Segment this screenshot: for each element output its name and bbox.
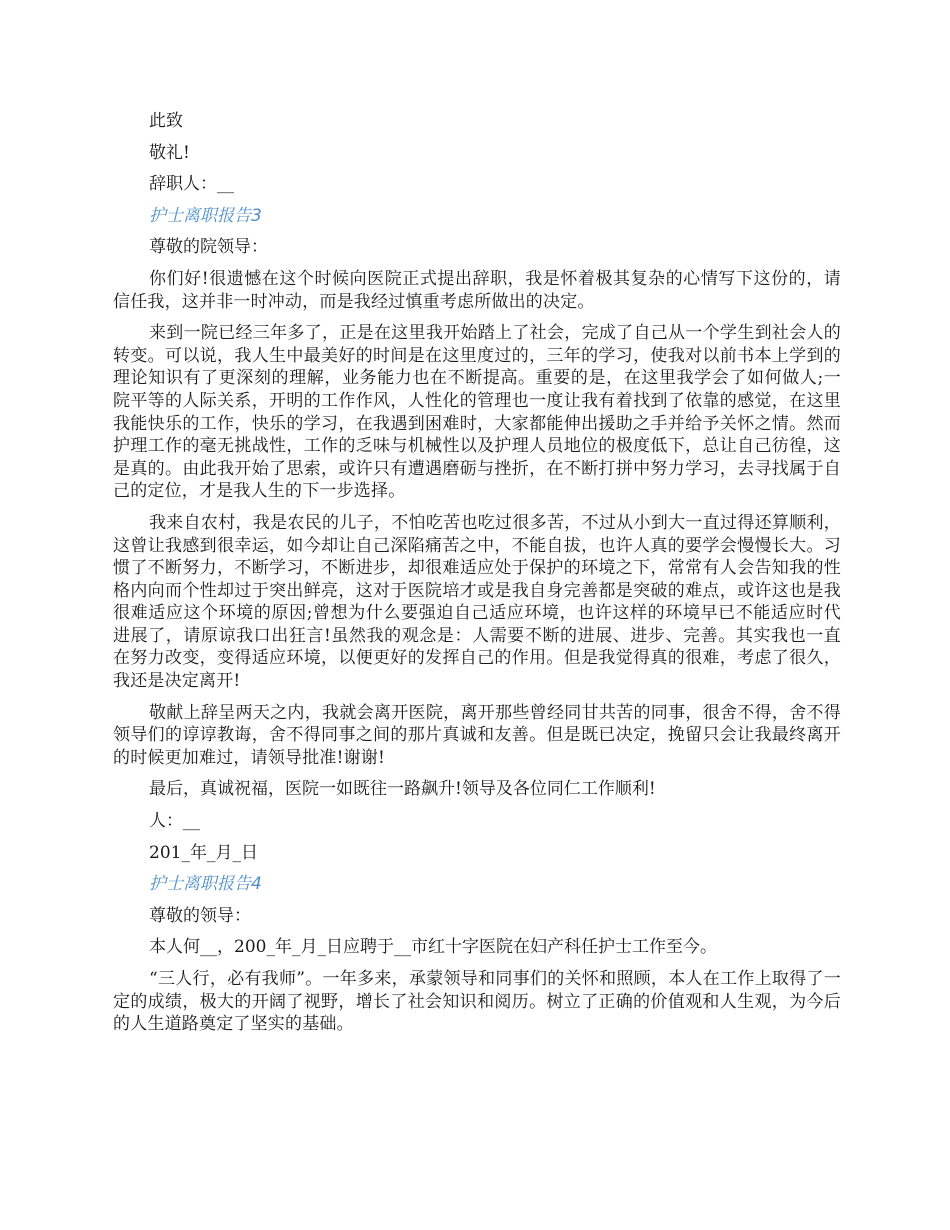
closing-resigner: 辞职人：__ xyxy=(149,174,234,195)
section-3-signer: 人：__ xyxy=(149,811,200,832)
section-3-greeting: 尊敬的院领导： xyxy=(149,237,268,258)
section-3-wishes: 最后，真诚祝福，医院一如既往一路飙升!领导及各位同仁工作顺利! xyxy=(149,779,656,800)
section-4-greeting: 尊敬的领导： xyxy=(149,905,251,926)
section-3-paragraph: 我来自农村，我是农民的儿子，不怕吃苦也吃过很多苦，不过从小到大一直过得还算顺利，这曾让我感到很幸运，如今却让自己深陷痛苦之中，不能自拔，也许人真的要学会慢慢长大。习惯了不断努力，不断学习，不断进步，却很难适应处于保护的环境之下，常常有人会告知我的性格内向而个性却过于突出鲜亮，这对于医院培才或是我自身完善都是突破的难点，或许这也是我很难适应这个环境的原因;曾想为什么要强迫自己适应环境，也许这样的环境早已不能适应时代进展了，请原谅我口出狂言!虽然我的观念是：人需要不断的进展、进步、完善。其实我也一直在努力改变，变得适应环境，以便更好的发挥自己的作用。但是我觉得真的很难，考虑了很久，我还是决定离开! xyxy=(113,512,841,692)
section-4-title: 护士离职报告4 xyxy=(149,874,262,895)
section-3-date: 201_年_月_日 xyxy=(149,842,258,863)
section-3-paragraph: 你们好!很遗憾在这个时候向医院正式提出辞职，我是怀着极其复杂的心情写下这份的，请信任我，这并非一时冲动，而是我经过慎重考虑所做出的决定。 xyxy=(113,268,841,312)
section-3-paragraph: 来到一院已经三年多了，正是在这里我开始踏上了社会，完成了自己从一个学生到社会人的转变。可以说，我人生中最美好的时间是在这里度过的，三年的学习，使我对以前书本上学到的理论知识有了更深刻的理解，业务能力也在不断提高。重要的是，在这里我学会了如何做人;一院平等的人际关系，开明的工作作风，人性化的管理也一度让我有着找到了依靠的感觉，在这里我能快乐的工作，快乐的学习，在我遇到困难时，大家都能伸出援助之手并给予关怀之情。然而护理工作的毫无挑战性，工作的乏味与机械性以及护理人员地位的极度低下，总让自己彷徨，这是真的。由此我开始了思索，或许只有遭遇磨砺与挫折，在不断打拼中努力学习，去寻找属于自己的定位，才是我人生的下一步选择。 xyxy=(113,323,841,502)
section-3-paragraph: 敬献上辞呈两天之内，我就会离开医院，离开那些曾经同甘共苦的同事，很舍不得，舍不得领导们的谆谆教诲，舍不得同事之间的那片真诚和友善。但是既已决定，挽留只会让我最终离开的时候更加难过，请领导批准!谢谢! xyxy=(113,702,841,768)
section-4-paragraph: “三人行，必有我师”。一年多来，承蒙领导和同事们的关怀和照顾，本人在工作上取得了一定的成绩，极大的开阔了视野，增长了社会知识和阅历。树立了正确的价值观和人生观，为今后的人生道路奠定了坚实的基础。 xyxy=(113,969,841,1035)
closing-regards: 敬礼! xyxy=(149,142,190,163)
section-3-title: 护士离职报告3 xyxy=(149,205,262,226)
closing-salutation: 此致 xyxy=(149,111,183,131)
section-4-intro: 本人何__，200_年_月_日应聘于__市红十字医院在妇产科任护士工作至今。 xyxy=(149,937,717,958)
document-body xyxy=(113,110,841,1045)
